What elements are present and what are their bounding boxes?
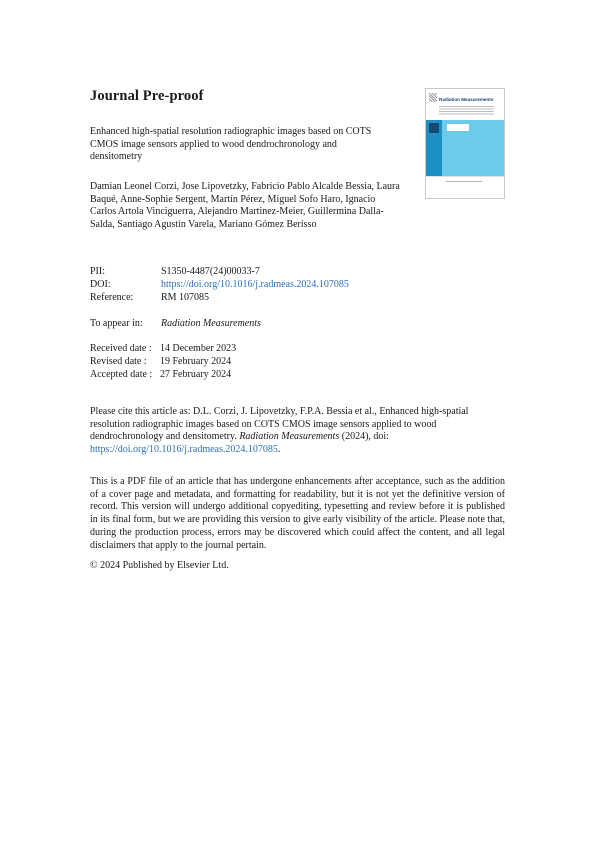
article-title: Enhanced high-spatial resolution radiographic images based on COTS CMOS image sensors applied to wood dendrochronology and densitometry	[90, 126, 372, 162]
cover-footer-line	[446, 181, 482, 182]
accepted-value: 27 February 2024	[160, 369, 232, 380]
reference-label: Reference:	[90, 292, 134, 303]
appear-row	[90, 318, 261, 330]
received-row	[90, 343, 237, 355]
citation-paragraph	[90, 406, 510, 456]
received-label: Received date :	[90, 343, 152, 354]
copyright-line: © 2024 Published by Elsevier Ltd.	[90, 560, 229, 571]
revised-value: 19 February 2024	[160, 356, 232, 367]
cover-emblem-icon	[429, 123, 439, 133]
cover-journal-name: Radiation Measurements	[439, 97, 494, 102]
pii-row	[90, 266, 260, 278]
pii-label: PII:	[90, 266, 105, 277]
citation-doi-link[interactable]: https://doi.org/10.1016/j.radmeas.2024.107085	[90, 443, 278, 455]
appear-label: To appear in:	[90, 318, 143, 329]
cover-text-lines	[439, 106, 494, 116]
revised-row	[90, 356, 232, 368]
doi-link[interactable]: https://doi.org/10.1016/j.radmeas.2024.107085	[161, 279, 349, 290]
cover-label-box	[447, 124, 469, 131]
received-value: 14 December 2023	[160, 343, 237, 354]
preproof-notice: This is a PDF file of an article that has undergone enhancements after acceptance, such as the addition of a cover page and metadata, and formatting for readability, but it is not yet the definitive version of record. This version will undergo additional copyediting, typesetting and review before it is published in its final form, but we are providing this version to give early visibility of the article. Please note that, during the production process, errors may be discovered which could affect the content, and all legal disclaimers that apply to the journal pertain.	[90, 476, 505, 551]
page-heading: Journal Pre-proof	[90, 88, 204, 104]
citation-year: (2024), doi:	[341, 431, 389, 442]
elsevier-logo-icon	[429, 93, 437, 102]
appear-value: Radiation Measurements	[161, 318, 261, 329]
reference-row	[90, 292, 210, 304]
citation-end: .	[277, 443, 281, 455]
citation-journal: Radiation Measurements	[239, 431, 340, 442]
cover-footer	[426, 176, 504, 188]
doi-label: DOI:	[90, 279, 111, 290]
doi-row	[90, 279, 349, 291]
journal-cover-image	[425, 88, 505, 199]
cover-color-panel	[426, 120, 504, 188]
revised-label: Revised date :	[90, 356, 147, 367]
accepted-label: Accepted date :	[90, 369, 153, 380]
reference-value: RM 107085	[161, 292, 210, 303]
accepted-row	[90, 369, 232, 381]
pii-value: S1350-4487(24)00033-7	[161, 266, 260, 277]
citation-text: Please cite this article as: D.L. Corzi, J. Lipovetzky, F.P.A. Bessia et al., Enhanced high-spatial resolution radiographic images based on COTS CMOS image sensors applied to wood dendrochronology and densitometry.	[90, 406, 469, 442]
author-list: Damian Leonel Corzi, Jose Lipovetzky, Fabricio Pablo Alcalde Bessia, Laura Baqué, Anne-Sophie Sergent, Martín Pérez, Miguel Sofo Haro, Ignacio Carlos Artola Vinciguerra, Alejandro Martinez-Meier, Guillermina Dalla-Salda, Santiago Agustín Varela, Mariano Gómez Berisso	[90, 181, 400, 230]
